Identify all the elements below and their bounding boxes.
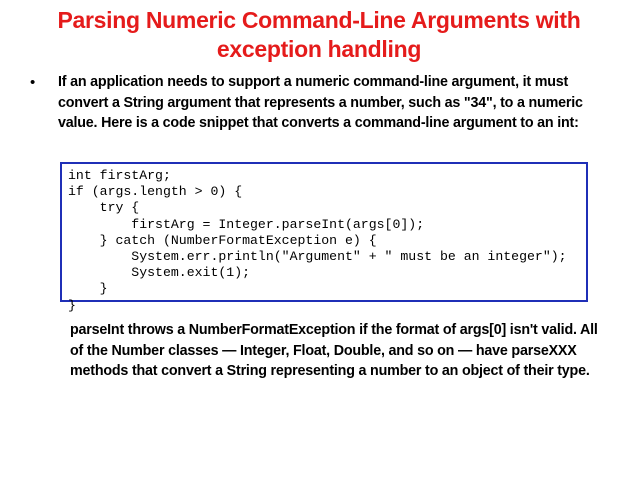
bullet-icon: •: [30, 74, 36, 91]
code-snippet-box: [60, 162, 588, 313]
bullet-point: [30, 72, 610, 134]
bullet-text: If an application needs to support a numeric command-line argument, it must convert a String argument that represents a number, such as "34", to a numeric value. Here is a code snippet that converts a command-line argument to an int:: [58, 74, 583, 131]
explanation-paragraph: parseInt throws a NumberFormatException if the format of args[0] isn't valid. All of the Number classes — Integer, Float, Double, and so on — have parseXXX methods that convert a String representing a number to an object of their type.: [70, 322, 598, 379]
code-line: firstArg = Integer.parseInt(args[0]);: [68, 216, 425, 232]
code-line: System.exit(1);: [68, 265, 251, 281]
code-line: try {: [68, 200, 140, 216]
code-line: }: [68, 281, 108, 297]
code-line: System.err.println("Argument" + " must be an integer");: [68, 249, 567, 265]
slide-title: Parsing Numeric Command-Line Arguments with exception handling: [57, 7, 581, 62]
code-line: int firstArg;: [68, 168, 171, 183]
code-line: } catch (NumberFormatException e) {: [68, 232, 377, 248]
code-line: if (args.length > 0) {: [68, 184, 243, 200]
code-line: }: [68, 297, 76, 313]
